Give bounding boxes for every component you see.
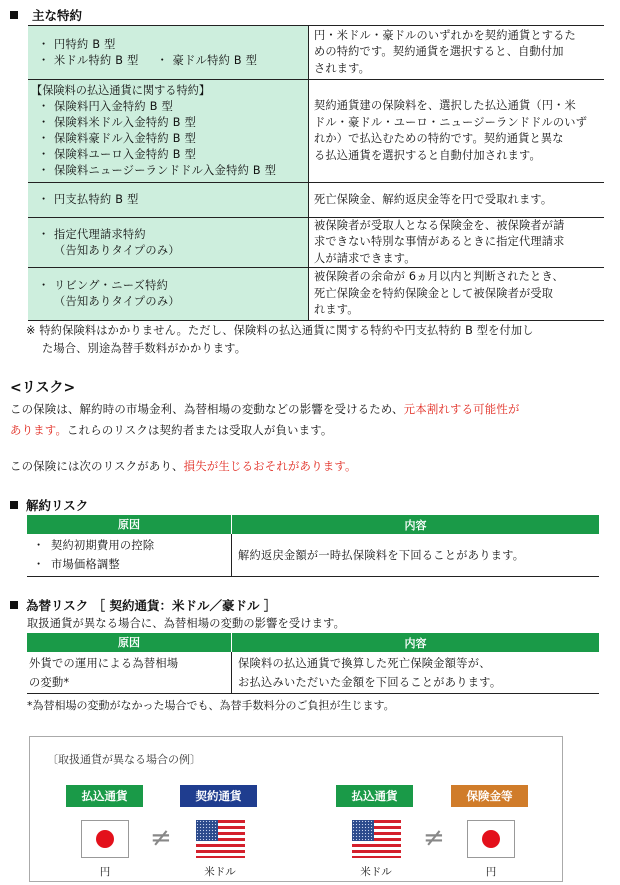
feature-names: [28, 26, 309, 79]
fx-risk-intro: 取扱通貨が異なる場合に、為替相場の変動の影響を受けます。: [27, 617, 345, 630]
feature-names: [28, 218, 309, 267]
square-bullet-icon: [10, 501, 18, 509]
cause-cell: 外貨での運用による為替相場 の変動*: [27, 652, 232, 693]
benefit-tag: 保険金等: [451, 785, 528, 807]
feature-row: [28, 268, 604, 321]
content-cell: 解約返戻金額が一時払保険料を下回ることがあります。: [238, 549, 525, 562]
table-header: [27, 515, 599, 534]
risk-paragraph-line2: あります。これらのリスクは契約者または受取人が負います。: [10, 423, 333, 437]
feature-description: 契約通貨建の保険料を、選択した払込通貨（円・米 ドル・豪ドル・ユーロ・ニュージーランドドルのいず れか）で払込むための特約です。契約通貨と異な る払込通貨を選択すると自動付加されます。: [314, 99, 588, 162]
col-cause-header: 原因: [27, 515, 232, 534]
currency-example-diagram: [29, 736, 563, 882]
feature-description: 円・米ドル・豪ドルのいずれかを契約通貨とするた めの特約です。契約通貨を選択すると、自動付加 されます。: [314, 28, 576, 75]
feature-description: 被保険者が受取人となる保険金を、被保険者が請 求できない特別な事情があるときに指定代理請求 人が請求できます。: [314, 218, 565, 265]
us-flag-icon: [196, 820, 245, 858]
main-features-note: ※ 特約保険料はかかりません。ただし、保険料の払込通貨に関する特約や円支払特約 B 型を付加し た場合、別途為替手数料がかかります。: [26, 324, 534, 355]
contract-currency-tag: 契約通貨: [180, 785, 257, 807]
square-bullet-icon: [10, 601, 18, 609]
col-content-header: 内容: [404, 518, 427, 532]
content-cell: 保険料の払込通貨で換算した死亡保険金額等が、 お払込みいただいた金額を下回ることがあります。: [238, 657, 502, 689]
feature-item-note: （告知ありタイプのみ）: [54, 295, 180, 308]
feature-description: 被保険者の余命が 6ヵ月以内と判断されたとき、 死亡保険金を特約保険金として被保険者が受取 れます。: [314, 270, 564, 317]
not-equal-icon: ≠: [423, 823, 445, 853]
feature-names: [28, 268, 309, 320]
main-features-table: [28, 25, 604, 321]
feature-row: [28, 218, 604, 268]
feature-group-label: 【保険料の払込通貨に関する特約】: [31, 84, 211, 97]
not-equal-icon: ≠: [150, 823, 172, 853]
fx-risk-table: [27, 633, 599, 694]
table-row: [27, 652, 599, 693]
main-features-title: 主な特約: [32, 8, 83, 23]
feature-row: [28, 80, 604, 183]
feature-description: 死亡保険金、解約返戻金等を円で受取れます。: [314, 192, 553, 206]
feature-item: ・ 円支払特約 B 型: [38, 193, 139, 206]
currency-caption: 米ドル: [360, 866, 392, 878]
feature-item: ・ 保険料円入金特約 B 型: [38, 100, 174, 113]
feature-names: [28, 80, 309, 182]
japan-flag-icon: [467, 820, 515, 858]
feature-item-note: （告知ありタイプのみ）: [54, 243, 180, 257]
currency-caption: 米ドル: [204, 866, 236, 878]
feature-item: ・ 保険料豪ドル入金特約 B 型: [38, 132, 197, 145]
risk-paragraph-line1: この保険は、解約時の市場金利、為替相場の変動などの影響を受けるため、元本割れする可能性が: [10, 402, 520, 416]
feature-item: ・ 円特約 B 型: [38, 37, 116, 51]
us-flag-icon: [352, 820, 401, 858]
feature-item: ・ 保険料米ドル入金特約 B 型: [38, 116, 197, 129]
payment-currency-tag: 払込通貨: [66, 785, 143, 807]
square-bullet-icon: [10, 11, 18, 19]
feature-item: ・ リビング・ニーズ特約: [38, 279, 169, 292]
payment-currency-tag: 払込通貨: [336, 785, 413, 807]
fx-risk-footnote: *為替相場の変動がなかった場合でも、為替手数料分のご負担が生じます。: [27, 699, 395, 712]
feature-item: ・ 指定代理請求特約: [38, 227, 146, 241]
feature-item: ・ 保険料ユーロ入金特約 B 型: [38, 148, 197, 161]
feature-item-pair: ・ 米ドル特約 B 型 ・ 豪ドル特約 B 型: [38, 53, 258, 67]
risk-paragraph-2: この保険には次のリスクがあり、損失が生じるおそれがあります。: [10, 459, 357, 473]
surrender-risk-heading: 解約リスク: [10, 496, 88, 514]
currency-caption: 円: [485, 866, 497, 878]
currency-caption: 円: [99, 866, 111, 878]
fx-risk-heading: 為替リスク ［ 契約通貨：米ドル／豪ドル ］: [10, 596, 276, 614]
col-content-header: 内容: [404, 636, 427, 650]
feature-row: [28, 183, 604, 218]
table-header: [27, 633, 599, 652]
col-cause-header: 原因: [27, 633, 232, 652]
feature-item: ・ 保険料ニュージーランドドル入金特約 B 型: [38, 164, 277, 177]
risk-heading: <リスク>: [10, 380, 76, 396]
japan-flag-icon: [81, 820, 129, 858]
feature-names: [28, 183, 309, 217]
cause-cell: ・ 契約初期費用の控除 ・ 市場価格調整: [27, 534, 232, 576]
table-row: [27, 534, 599, 576]
surrender-risk-table: [27, 515, 599, 577]
feature-row: [28, 26, 604, 80]
main-features-heading: [10, 6, 82, 24]
diagram-title: 〔取扱通貨が異なる場合の例〕: [47, 753, 201, 766]
